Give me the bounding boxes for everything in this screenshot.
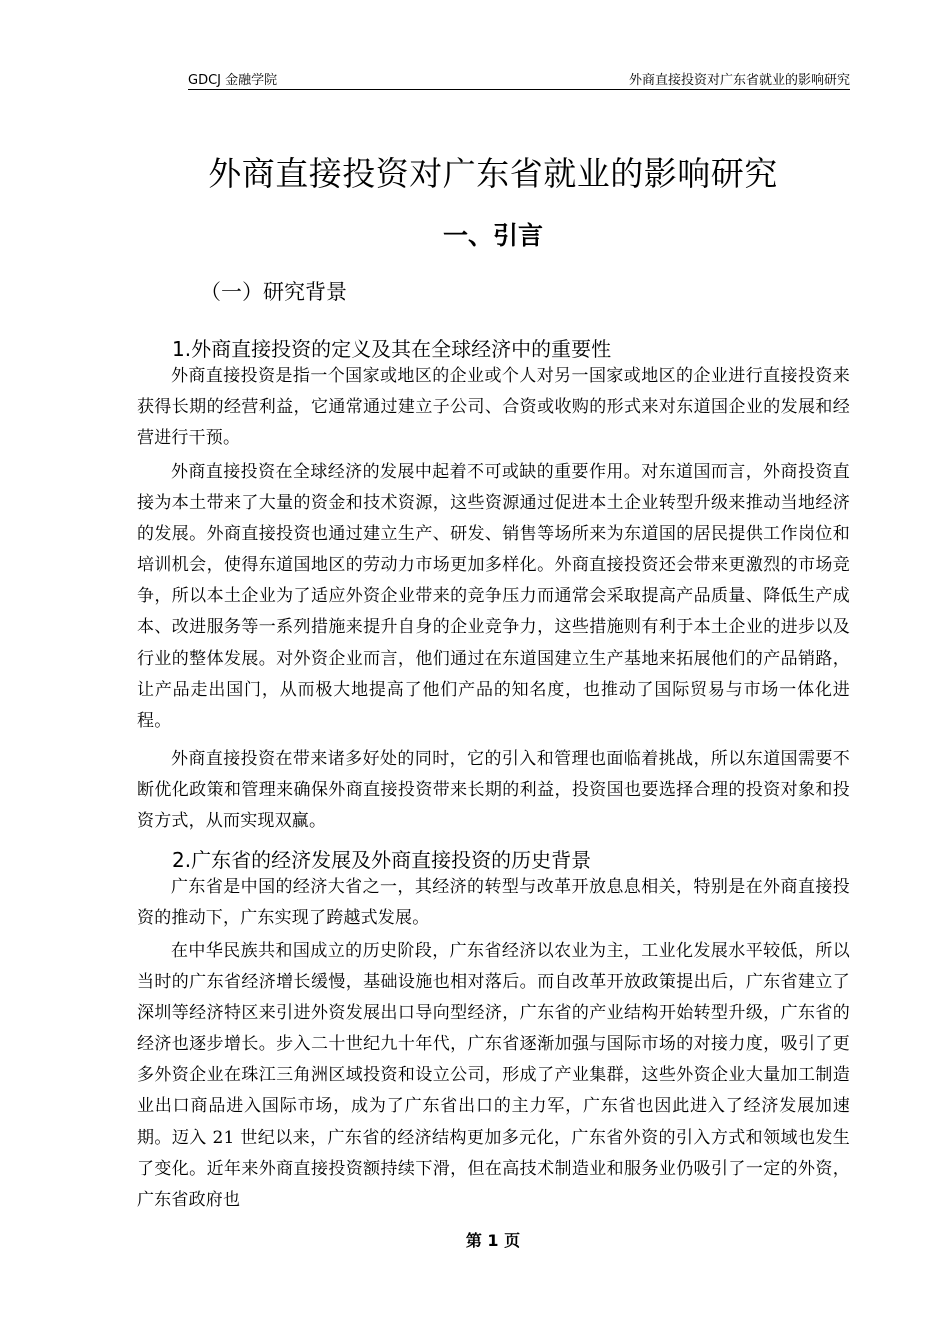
paragraph: 广东省是中国的经济大省之一，其经济的转型与改革开放息息相关，特别是在外商直接投资的推动下，广东实现了跨越式发展。	[137, 877, 850, 929]
header-institution: GDCJ 金融学院	[188, 73, 278, 88]
heading-definition: 1.外商直接投资的定义及其在全球经济中的重要性	[172, 337, 612, 361]
paragraph: 外商直接投资是指一个国家或地区的企业或个人对另一国家或地区的企业进行直接投资来获得长期的经营利益，它通常通过建立子公司、合资或收购的形式来对东道国企业的发展和经营进行干预。	[137, 366, 850, 449]
paragraph: 在中华民族共和国成立的历史阶段，广东省经济以农业为主，工业化发展水平较低，所以当时的广东省经济增长缓慢，基础设施也相对落后。而自改革开放政策提出后，广东省建立了深圳等经济特区来引进外资发展出口导向型经济，广东省的产业结构开始转型升级，广东省的经济也逐步增长。步入二十世纪九十年代，广东省逐渐加强与国际市场的对接力度，吸引了更多外资企业在珠江三角洲区域投资和设立公司，形成了产业集群，这些外资企业大量加工制造业出口商品进入国际市场，成为了广东省出口的主力军，广东省也因此进入了经济发展加速期。迈入 21 世纪以来，广东省的经济结构更加多元化，广东省外资的引入方式和领域也发生了变化。近年来外商直接投资额持续下滑，但在高技术制造业和服务业仍吸引了一定的外资，广东省政府也	[137, 941, 850, 1210]
subsection-title: （一）研究背景	[200, 280, 347, 304]
document-title: 外商直接投资对广东省就业的影响研究	[208, 154, 778, 193]
section-title: 一、引言	[442, 221, 543, 250]
paragraph: 外商直接投资在全球经济的发展中起着不可或缺的重要作用。对东道国而言，外商投资直接为本土带来了大量的资金和技术资源，这些资源通过促进本土企业转型升级来推动当地经济的发展。外商直接投资也通过建立生产、研发、销售等场所来为东道国的居民提供工作岗位和培训机会，使得东道国地区的劳动力市场更加多样化。外商直接投资还会带来更激烈的市场竞争，所以本土企业为了适应外资企业带来的竞争压力而通常会采取提高产品质量、降低生产成本、改进服务等一系列措施来提升自身的企业竞争力，这些措施则有利于本土企业的进步以及行业的整体发展。对外资企业而言，他们通过在东道国建立生产基地来拓展他们的产品销路，让产品走出国门，从而极大地提高了他们产品的知名度，也推动了国际贸易与市场一体化进程。	[137, 462, 850, 731]
header-rule	[188, 89, 850, 90]
paragraph: 外商直接投资在带来诸多好处的同时，它的引入和管理也面临着挑战，所以东道国需要不断优化政策和管理来确保外商直接投资带来长期的利益，投资国也要选择合理的投资对象和投资方式，从而实现双赢。	[137, 749, 850, 832]
page-header	[188, 66, 850, 90]
page-number: 第 1 页	[465, 1231, 521, 1250]
header-running-title: 外商直接投资对广东省就业的影响研究	[628, 73, 850, 88]
heading-history: 2.广东省的经济发展及外商直接投资的历史背景	[172, 848, 592, 872]
